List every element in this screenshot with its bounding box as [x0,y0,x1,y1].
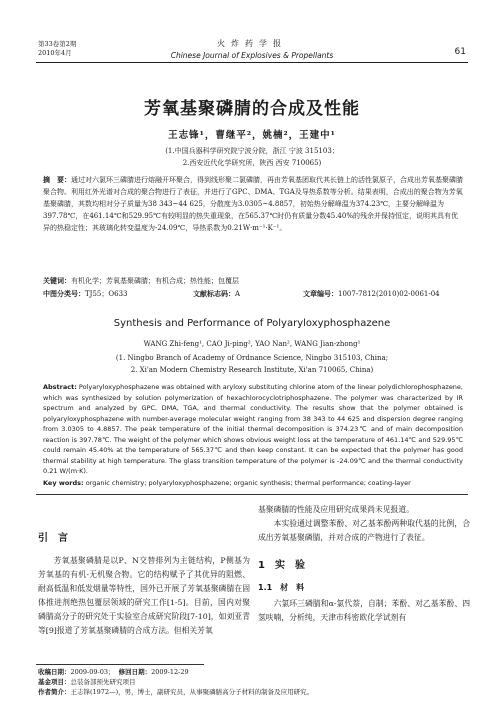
clc-group [43,288,193,300]
doc-code-group [193,288,303,300]
fund-label: 基金项目： [38,678,71,686]
right-paragraph-1: 基聚磷腈的性能及应用研究成果尚未见报道。 [258,505,414,514]
article-number-group [303,290,440,298]
english-abstract-label: Abstract: [43,383,77,391]
materials-paragraph: 六氯环三磷腈和α-氯代萘，自制；苯酚、对乙基苯酚、四氢呋喃，分析纯，天津市科密欧化学试剂有 [258,599,470,622]
footnote-rule [36,664,204,665]
keywords-cn [43,275,463,287]
abstract-separator [36,494,468,495]
left-column [38,532,250,638]
journal-name-cn: 火炸药学报 [217,39,287,48]
received-label: 收稿日期： [38,668,71,676]
english-abstract-text: Polyaryloxyphosphazene was obtained with aryloxy substituting chlorine atom of the linear polydichlorophosphazene, which was synthesized by solution polymerization of hexachlorocyclotriphosphazene. The polymer was characterized by IR spectrum and analyzed by GPC, DMA, TGA, and thermal conductivity. The results show that the polymer obtained is polyaryloxyphosphazene with number-average molecular weight ranging from 38 343 to 44 625 and dispersion degree ranging from 3.0305 to 4.8857. The peak temperature of the initial thermal decomposition is 374.23℃ and of main decomposition reaction is 397.78℃. The weight of the polymer which shows obvious weight loss at the temperature of 461.14℃ and 529.95℃ could remain 45.40% at the temperature of 565.37℃ and then keep constant. It can be expected that the polymer has good thermal stability at high temperature. The glass transition temperature of the polymer is -24.09℃ and the thermal conductivity 0.21 W/(m·K). [43,383,463,475]
footnote-bio [38,687,478,697]
article-title: 芳氧基聚磷腈的合成及性能 [144,99,360,119]
right-paragraph-2: 本实验通过调整苯酚、对乙基苯酚两种取代基的比例，合成出芳氧基聚磷腈，并对合成的产物进行了表征。 [258,519,470,542]
english-affiliation-2: 2. Xi'an Modern Chemistry Research Institute, Xi'an 710065, China) [130,366,374,374]
doc-code-label: 文献标志码： [193,290,235,298]
abstract-label: 摘 要： [43,176,71,184]
affiliation-1: (1.中国兵器科学研究院宁波分院，浙江 宁波 315103； [165,147,339,155]
issue-date: 2010年4月 [38,49,72,57]
bio-label: 作者简介： [38,688,71,696]
footnote-fund [38,677,478,687]
revised-date: 2009-12-29 [151,668,189,676]
journal-issue-info [38,40,76,58]
english-keywords-text: organic chemistry; polyaryloxyphosphazene; organic synthesis; thermal performance; coating-layer [85,479,411,487]
intro-paragraph: 芳氧基聚磷腈是以P、N交替排列为主链结构，P侧基为芳氧基的有机-无机聚合物。它的结构赋予了其优异的阻燃、耐高低温和低发烟量等特性，国外已开展了芳氧基聚磷腈在固体推进剂绝热包覆层领域的研究工作[1-5]。目前，国内对聚磷腈高分子的研究处于实验室合成研究阶段[7-10]，如刘亚青等[9]报道了芳氧基聚磷腈的合成方法。但相关芳氧 [38,556,250,635]
abstract-text: 通过对六氯环三磷腈进行熔融开环聚合，得到线形聚二氯磷腈，再由芳氧基团取代其长链上的活性氯原子，合成出芳氧基聚磷腈聚合物。利用红外光谱对合成的聚合物进行了表征，并进行了GPC、DMA、TGA及导热系数等分析。结果表明，合成出的聚合物为芳氧基聚磷腈，其数均相对分子质量为38 343~44 625，分散度为3.0305~4.8857，初始热分解峰温为374.23℃，主要分解峰温为397.78℃，在461.14℃和529.95℃有较明显的热失重现象，在565.37℃时仍有质量分数45.40%的残余并保持恒定，说明其具有优异的热稳定性；其玻璃化转变温度为-24.09℃，导热系数为0.21W·m⁻¹·K⁻¹。 [43,176,463,232]
english-title: Synthesis and Performance of Polyaryloxyphosphazene [113,318,391,329]
classification-line [43,288,463,300]
article-number-value: 1007-7812(2010)02-0061-04 [338,290,440,298]
bio-text: 王志锋(1972—)，男，博士，副研究员，从事聚磷腈高分子材料的制备及应用研究。 [70,688,314,696]
keywords-text: 有机化学；芳氧基聚磷腈；有机合成；热性能；包覆层 [71,277,239,285]
header-rule [36,62,468,63]
fund-text: 总装备部预先研究项目 [70,678,136,686]
english-affiliation-1: (1. Ningbo Branch of Academy of Ordnance Science, Ningbo 315103, China; [115,354,389,362]
subsection-1-1-heading: 1.1 材 料 [258,583,305,592]
footnote-dates [38,667,478,677]
abstract-en [43,382,463,477]
english-keywords-label: Key words: [43,479,84,487]
keywords-label: 关键词： [43,277,71,285]
received-date: 2009-09-03； [70,668,115,676]
journal-name-en: Chinese Journal of Explosives & Propellants [170,51,334,60]
abstract-cn [43,174,463,234]
author-list: 王志锋¹，曹继平²，姚楠²，王建中¹ [168,130,336,141]
right-column [258,503,470,625]
journal-name [120,38,384,60]
section-1-heading: 1 实 验 [258,560,305,571]
keywords-en [43,478,463,489]
clc-value: TJ55；O633 [85,290,128,298]
intro-heading: 引 言 [38,533,68,544]
english-authors: WANG Zhi-feng¹, CAO Ji-ping², YAO Nan², WANG Jian-zhong¹ [143,340,361,348]
issue-volume: 第33卷第2期 [38,40,77,48]
clc-label: 中图分类号： [43,290,85,298]
revised-label: 修回日期： [118,668,152,676]
doc-code-value: A [235,290,241,298]
page-number: 61 [454,47,466,57]
affiliation-2: 2.西安近代化学研究所，陕西 西安 710065) [182,159,322,167]
article-number-label: 文章编号： [303,290,338,298]
